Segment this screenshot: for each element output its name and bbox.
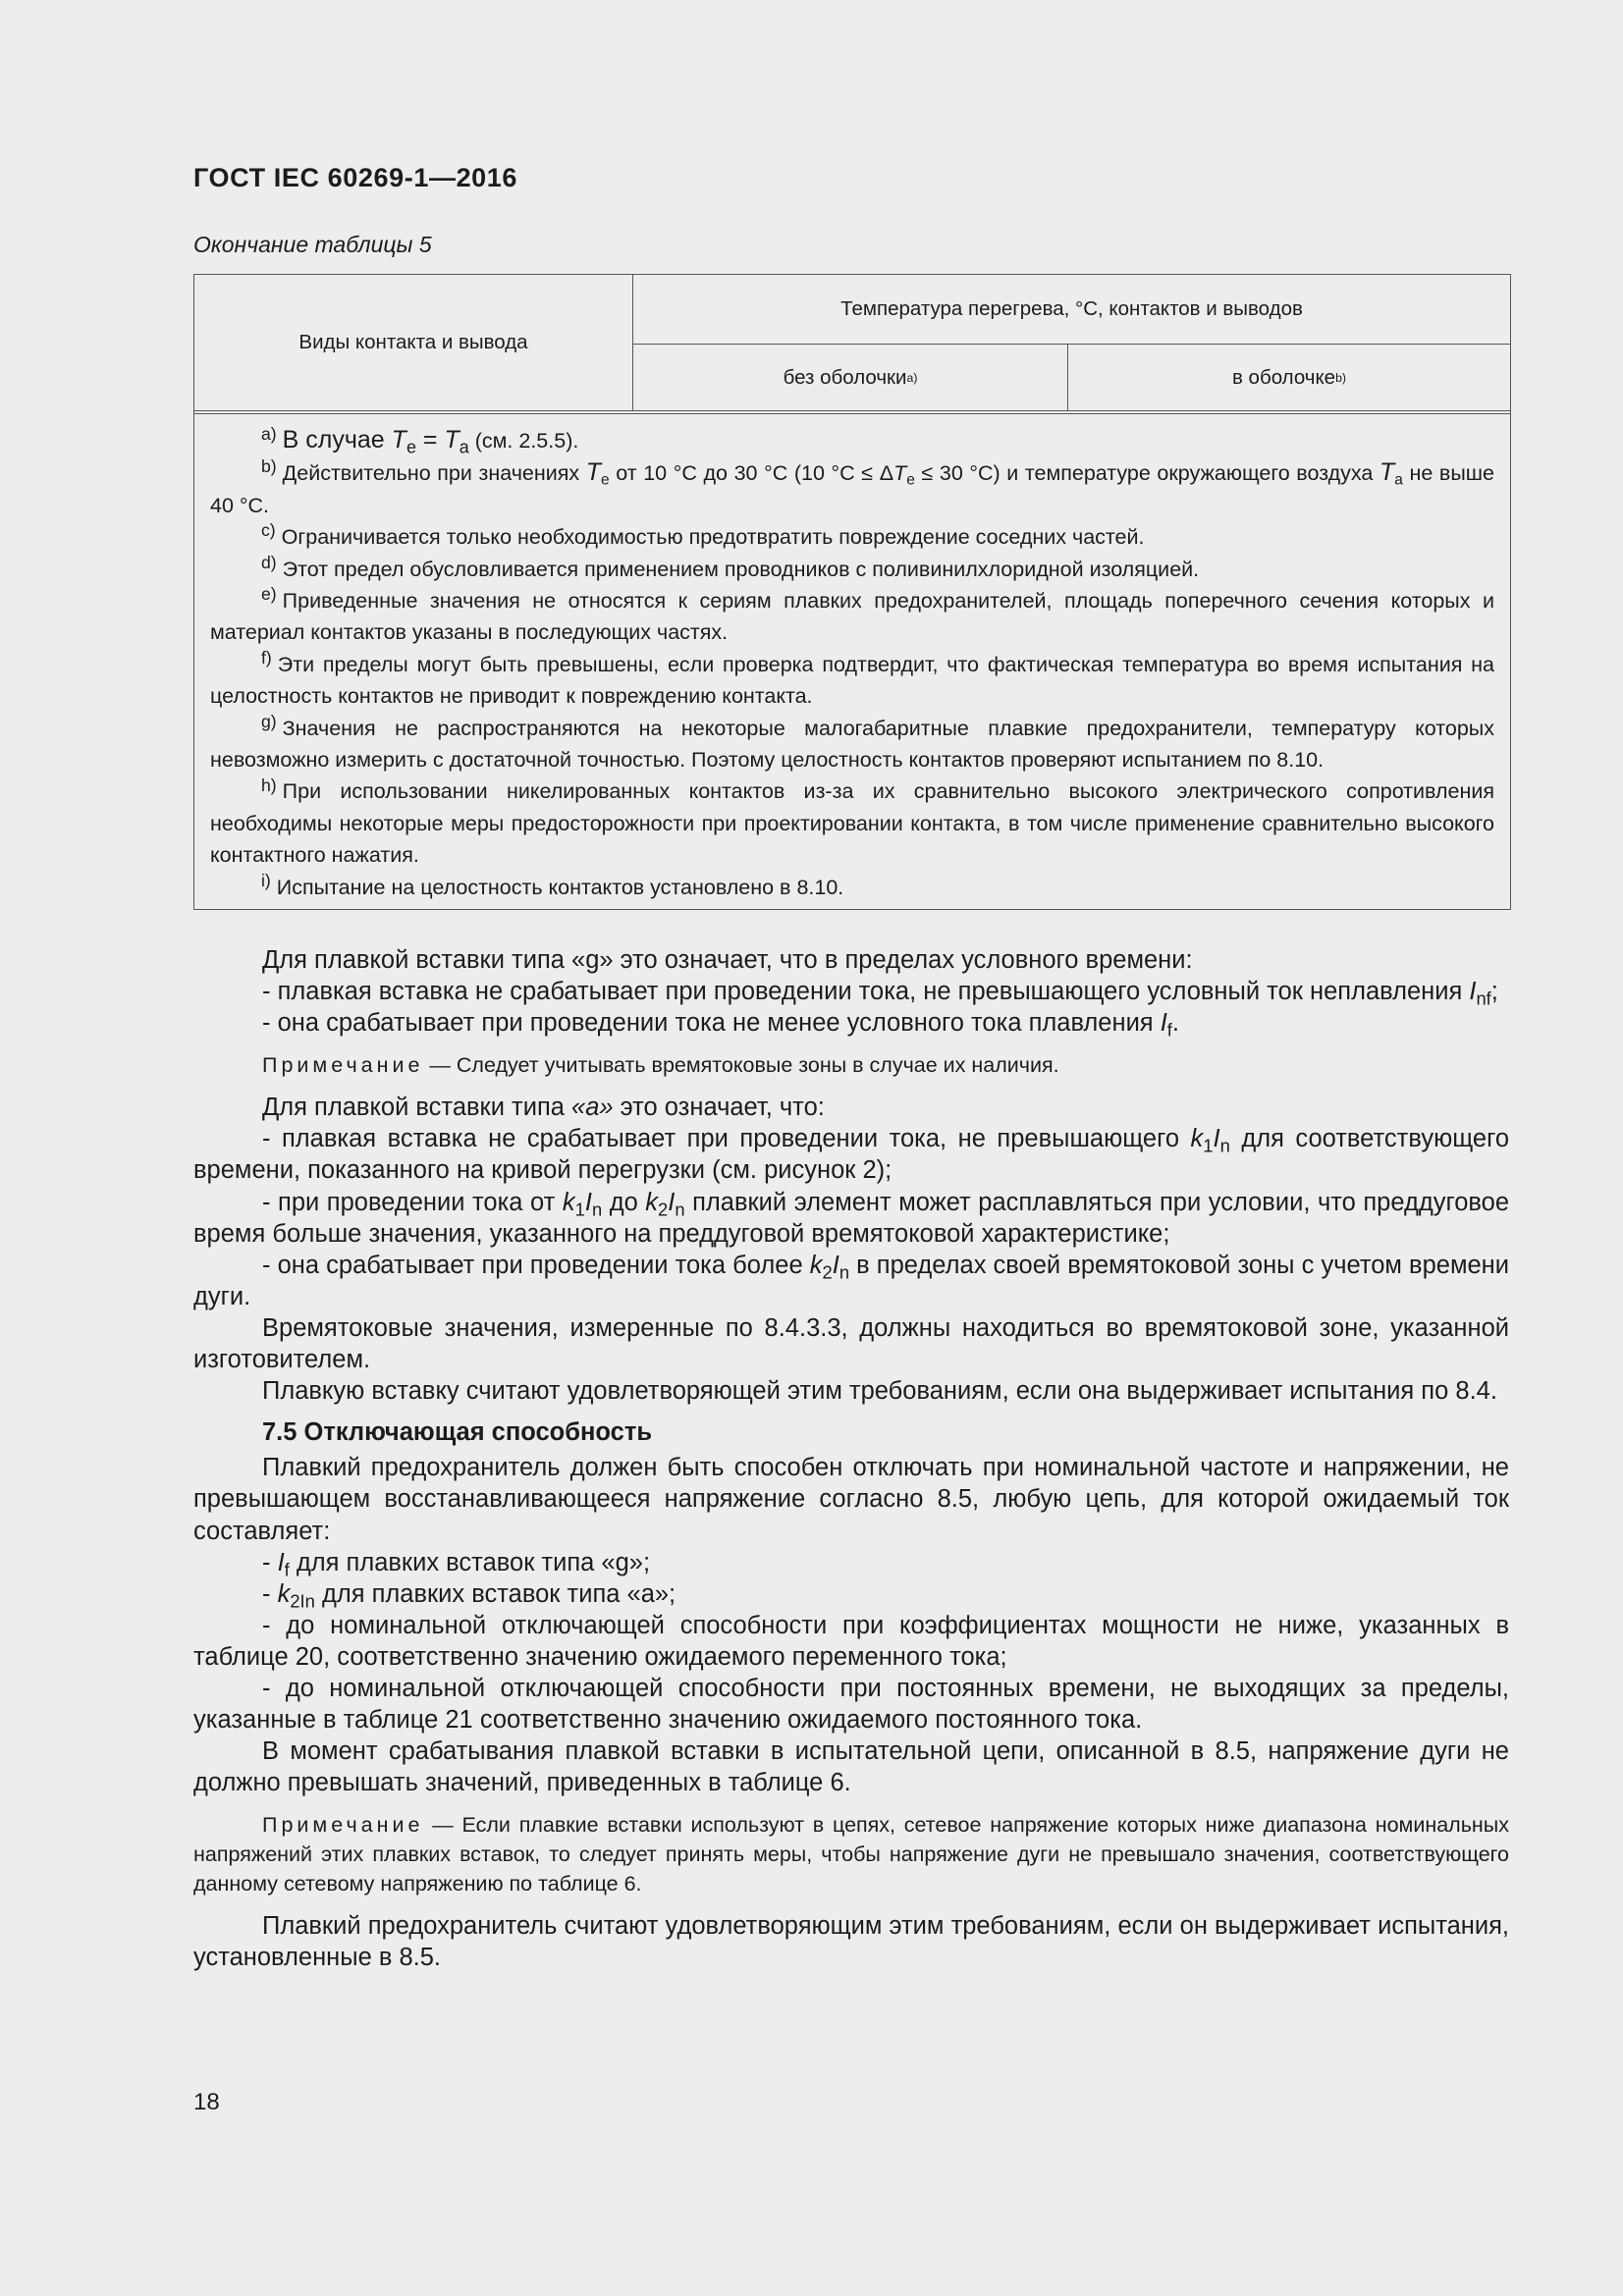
text: - она срабатывает при проведении тока не менее условного тока плавления: [262, 1009, 1161, 1038]
footnote-text: от 10 °С до 30 °С (10 °С ≤ Δ: [609, 461, 894, 486]
list-item: [193, 1250, 1509, 1312]
subscript: 1: [574, 1199, 585, 1220]
section-heading: 7.5 Отключающая способность: [262, 1418, 652, 1447]
text: до: [602, 1188, 646, 1216]
text: - плавкая вставка не срабатывает при проведении тока, не превышающего условный ток неплавления: [262, 978, 1470, 1006]
text: для соответствующего времени, показанного на кривой перегрузки (см. рисунок 2);: [193, 1125, 1510, 1185]
header-label: без оболочки: [783, 365, 907, 389]
footnote-text: =: [415, 426, 445, 454]
list-item: - до номинальной отключающей способности при постоянных времени, не выходящих за пределы, указанные в таблице 21 соответственно значению ожидаемого постоянного тока.: [193, 1674, 1509, 1735]
list-item: - $I_f$ для плавких вставок типа «g»;: [262, 1548, 651, 1580]
subscript: e: [406, 437, 416, 457]
footnote-e: e) Приведенные значения не относятся к сериям плавких предохранителей, площадь поперечного сечения которых и материал контактов указаны в последующих частях.: [210, 584, 1494, 645]
header-label: в оболочке: [1231, 365, 1336, 389]
footnote-text: Эти пределы могут быть превышены, если проверка подтвердит, что фактическая температура во время испытания на целостность контактов не приводит к повреждению контакта.: [210, 652, 1494, 709]
subscript: 2: [822, 1261, 833, 1283]
footnote-text: (см. 2.5.5).: [468, 429, 579, 453]
note-text: — Если плавкие вставки используют в цепях, сетевое напряжение которых ниже диапазона номинальных напряжений этих плавких вставок, то следует принять меры, чтобы напряжение дуги не превышало значения, соответствующего данному сетевому напряжению по таблице 6.: [193, 1813, 1509, 1896]
paragraph: Времятоковые значения, измеренные по 8.4.3.3, должны находиться во времятоковой зоне, указанной изготовителем.: [193, 1313, 1509, 1374]
paragraph: В момент срабатывания плавкой вставки в испытательной цепи, описанной в 8.5, напряжение дуги не должно превышать значений, приведенных в таблице 6.: [193, 1737, 1509, 1797]
paragraph: Плавкую вставку считают удовлетворяющей этим требованиям, если она выдерживает испытания по 8.4.: [262, 1377, 1497, 1406]
footnote-c: c) Ограничивается только необходимостью предотвратить повреждение соседних частей.: [261, 520, 1145, 550]
page-number: 18: [193, 2089, 220, 2115]
text: .: [1171, 1009, 1179, 1038]
subscript: e: [906, 472, 915, 490]
list-item: - $k_{2In}$ для плавких вставок типа «а»;: [262, 1579, 676, 1612]
text: ;: [1490, 978, 1498, 1006]
footnote-text: В случае: [282, 426, 392, 454]
footnote-g: g) Значения не распространяются на некоторые малогабаритные плавкие предохранители, температуру которых невозможно измерить с достаточной точностью. Поэтому целостность контактов проверяют испытанием по 8.10.: [210, 711, 1494, 773]
list-item: - до номинальной отключающей способности при коэффициентах мощности не ниже, указанных в таблице 20, соответственно значению ожидаемого переменного тока;: [193, 1611, 1509, 1671]
text: Для плавкой вставки типа: [262, 1094, 572, 1122]
footnote-i: i) Испытание на целостность контактов установлено в 8.10.: [261, 870, 844, 899]
list-item: [193, 1007, 1509, 1039]
note-1: [193, 1050, 1509, 1080]
paragraph: [193, 1092, 1509, 1123]
subscript: n: [675, 1199, 685, 1220]
var: I: [832, 1251, 839, 1279]
text: для плавких вставок типа «а»;: [314, 1579, 676, 1608]
var: k: [1190, 1125, 1204, 1153]
note-2: [193, 1810, 1509, 1898]
text: - она срабатывает при проведении тока более: [262, 1251, 810, 1279]
note-text: — Следует учитывать времятоковые зоны в случае их наличия.: [423, 1053, 1059, 1078]
header-label: Температура перегрева, °С, контактов и выводов: [840, 297, 1303, 320]
text: плавкий элемент может расплавляться при условии, что преддуговое время больше значения, указанного на преддуговой времятоковой характеристике;: [193, 1188, 1510, 1248]
footnote-text: Действительно при значениях: [282, 461, 586, 486]
var: T: [893, 461, 907, 486]
var: I: [1469, 978, 1477, 1006]
var: T: [444, 426, 460, 454]
note-label: Примечание: [262, 1053, 424, 1078]
var: T: [585, 458, 602, 487]
footnote-text: Ограничивается только необходимостью предотвратить повреждение соседних частей.: [281, 525, 1145, 550]
note-label: Примечание: [262, 1813, 424, 1838]
header-cell-contact-types: [194, 275, 633, 410]
header-cell-enclosed: в оболочке b): [1231, 365, 1347, 389]
footnote-h: h) При использовании никелированных контактов из-за их сравнительно высокого электрического сопротивления необходимы некоторые меры предосторожности при проектировании контакта, в том числе применение сравнительно высокого контактного нажатия.: [210, 774, 1494, 868]
subscript: f: [284, 1559, 290, 1580]
footnote-text: не выше 40 °С.: [210, 461, 1494, 517]
header-cell-unenclosed: без оболочки a): [633, 345, 1068, 410]
list-item: [193, 976, 1509, 1007]
italic-text: «а»: [571, 1094, 614, 1122]
paragraph: Плавкий предохранитель считают удовлетворяющим этим требованиям, если он выдерживает испытания, установленные в 8.5.: [193, 1912, 1509, 1972]
var: k: [809, 1251, 823, 1279]
var: I: [584, 1188, 592, 1216]
list-item: [193, 1187, 1509, 1250]
list-item: [193, 1123, 1509, 1186]
footnote-text: Приведенные значения не относятся к сериям плавких предохранителей, площадь поперечного сечения которых и материал контактов указаны в последующих частях.: [210, 589, 1494, 645]
text: для плавких вставок типа «g»;: [289, 1548, 651, 1576]
subscript: 1: [1203, 1135, 1214, 1156]
var: I: [1213, 1125, 1220, 1153]
subscript: n: [1219, 1135, 1230, 1156]
document-header: ГОСТ IEC 60269-1—2016: [193, 163, 518, 192]
table-caption: Окончание таблицы 5: [193, 232, 432, 257]
footnote-text: Испытание на целостность контактов установлено в 8.10.: [276, 875, 844, 899]
subscript: f: [1166, 1019, 1172, 1041]
var: I: [277, 1548, 285, 1576]
var: k: [645, 1188, 659, 1216]
paragraph: Плавкий предохранитель должен быть способен отключать при номинальной частоте и напряжении, не превышающем восстанавливающееся напряжение согласно 8.5, любую цепь, для которой ожидаемый ток составляет:: [193, 1454, 1509, 1545]
subscript: 2In: [290, 1590, 315, 1612]
body-text: [193, 944, 1509, 1974]
var: I: [668, 1188, 676, 1216]
subscript: n: [839, 1261, 850, 1283]
var: T: [1379, 458, 1395, 487]
subscript: a: [1394, 472, 1403, 490]
footnote-text: При использовании никелированных контактов из-за их сравнительно высокого электрического сопротивления необходимы некоторые меры предосторожности при проектировании контакта, в том числе применение сравнительно высокого контактного нажатия.: [210, 779, 1494, 868]
var: k: [277, 1579, 291, 1608]
footnote-text: Этот предел обусловливается применением проводников с поливинилхлоридной изоляцией.: [282, 557, 1200, 581]
table-5: [193, 274, 1511, 910]
footnote-d: d) Этот предел обусловливается применением проводников с поливинилхлоридной изоляцией.: [261, 552, 1200, 581]
footnote-text: ≤ 30 °С) и температуре окружающего воздуха: [914, 461, 1380, 486]
subscript: n: [591, 1199, 603, 1220]
footnote-text: Значения не распространяются на некоторые малогабаритные плавкие предохранители, температуру которых невозможно измерить с достаточной точностью. Поэтому целостность контактов проверяют испытанием по 8.10.: [210, 716, 1494, 773]
subscript: 2: [658, 1199, 669, 1220]
table-header: [194, 275, 1510, 414]
text: - при проведении тока от: [262, 1188, 563, 1216]
var: T: [391, 426, 406, 454]
header-cell-temperature: [633, 275, 1510, 345]
text: - плавкая вставка не срабатывает при проведении тока, не превышающего: [262, 1125, 1191, 1153]
table-footnotes: [194, 414, 1510, 909]
footnote-b: b) Действительно при значениях $T_e$ от 10 °С до 30 °С (10 $^\circ С \le \Delta T_e \le 30$ °С) и температуре окружающего воздуха $T_a$ не выше 40 °С.: [210, 456, 1494, 517]
subscript: nf: [1476, 988, 1491, 1009]
subscript: e: [601, 472, 610, 490]
subscript: a: [459, 437, 469, 457]
var: I: [1160, 1009, 1167, 1038]
paragraph: Для плавкой вставки типа «g» это означает, что в пределах условного времени:: [262, 946, 1193, 974]
header-label: Виды контакта и вывода: [298, 331, 528, 353]
text: в пределах своей времятоковой зоны с учетом времени дуги.: [193, 1251, 1509, 1310]
var: k: [562, 1188, 575, 1216]
footnote-f: f) Эти пределы могут быть превышены, если проверка подтвердит, что фактическая температура во время испытания на целостность контактов не приводит к повреждению контакта.: [210, 647, 1494, 709]
text: это означает, что:: [613, 1094, 825, 1122]
footnote-a: a) В случае $T_e = T_a$ (см. 2.5.5).: [261, 424, 579, 457]
